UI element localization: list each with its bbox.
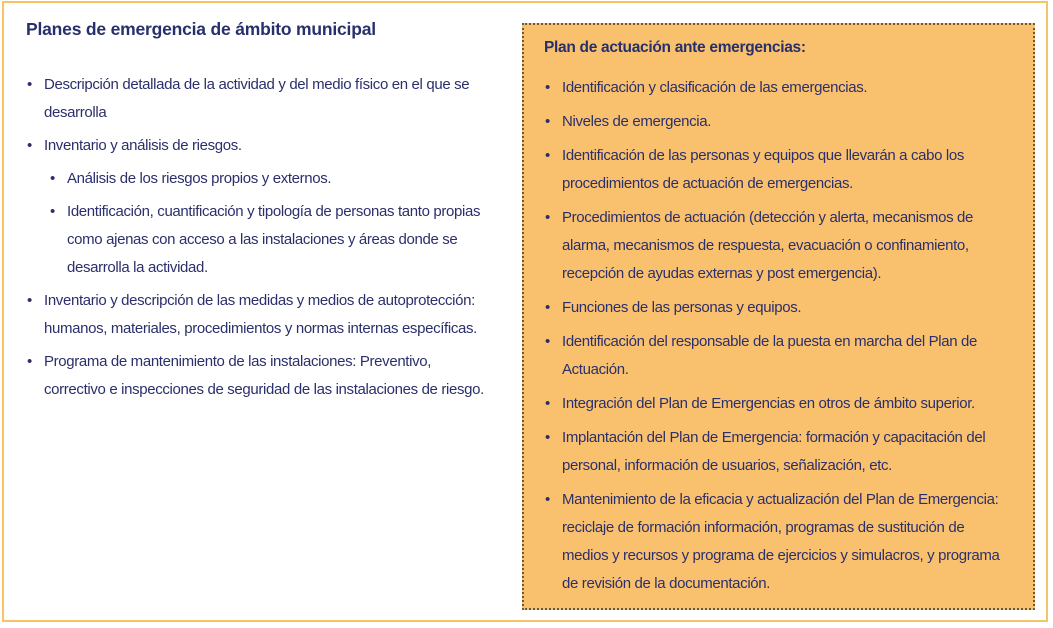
panel-title: Plan de actuación ante emergencias: <box>544 39 806 56</box>
list-item: • Integración del Plan de Emergencias en otros de ámbito superior. <box>544 390 1011 418</box>
list-item: • Identificación y clasificación de las emergencias. <box>544 74 1011 102</box>
list-item: • Mantenimiento de la eficacia y actualización del Plan de Emergencia: reciclaje de formación información, programas de sustitución de medios y recursos y programa de ejercicios y simulacros, y programa de revisión de la documentación. <box>544 486 1011 598</box>
list-item-with-sublist <box>26 132 496 282</box>
list-item: • Descripción detallada de la actividad y del medio físico en el que se desarrolla <box>26 71 496 127</box>
panel-list <box>544 74 1011 598</box>
list-item: • Implantación del Plan de Emergencia: formación y capacitación del personal, información de usuarios, señalización, etc. <box>544 424 1011 480</box>
list-item: • Funciones de las personas y equipos. <box>544 294 1011 322</box>
sub-list-item: • Identificación, cuantificación y tipología de personas tanto propias como ajenas con acceso a las instalaciones y áreas donde se desarrolla la actividad. <box>49 198 496 282</box>
list-item: • Inventario y descripción de las medidas y medios de autoprotección: humanos, materiales, procedimientos y normas internas específicas. <box>26 287 496 343</box>
list-item: • Niveles de emergencia. <box>544 108 1011 136</box>
list-item: • Identificación de las personas y equipos que llevarán a cabo los procedimientos de actuación de emergencias. <box>544 142 1011 198</box>
document-frame <box>2 1 1048 622</box>
action-plan-panel <box>522 23 1035 610</box>
list-item: • Identificación del responsable de la puesta en marcha del Plan de Actuación. <box>544 328 1011 384</box>
sub-list <box>49 165 496 282</box>
left-title: Planes de emergencia de ámbito municipal <box>26 19 376 39</box>
list-item: • Programa de mantenimiento de las instalaciones: Preventivo, correctivo e inspecciones de seguridad de las instalaciones de riesgo. <box>26 348 496 404</box>
sub-list-item: • Análisis de los riesgos propios y externos. <box>49 165 496 193</box>
list-item-text: Inventario y análisis de riesgos. <box>44 137 242 154</box>
left-list <box>26 71 496 404</box>
list-item: • Procedimientos de actuación (detección y alerta, mecanismos de alarma, mecanismos de respuesta, evacuación o confinamiento, recepción de ayudas externas y post emergencia). <box>544 204 1011 288</box>
left-column <box>26 19 496 409</box>
